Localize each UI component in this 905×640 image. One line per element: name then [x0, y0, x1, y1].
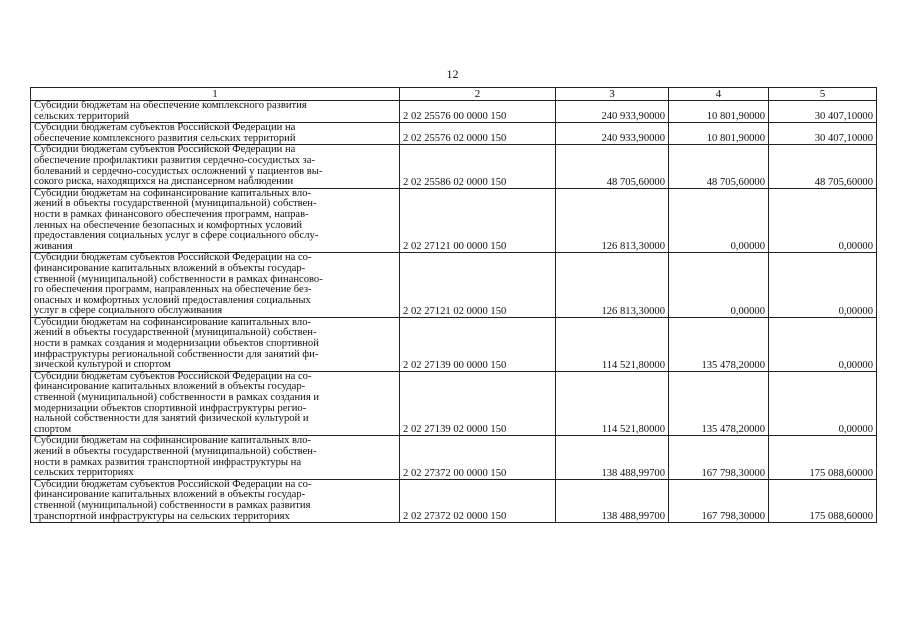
budget-code: 2 02 27372 02 0000 150 — [400, 479, 556, 522]
amount-col5: 48 705,60000 — [769, 145, 877, 188]
amount-col3: 126 813,30000 — [556, 188, 669, 253]
budget-code: 2 02 27372 00 0000 150 — [400, 436, 556, 479]
amount-col3: 138 488,99700 — [556, 479, 669, 522]
table-row — [31, 317, 877, 371]
amount-col5: 0,00000 — [769, 188, 877, 253]
row-description: Субсидии бюджетам на софинансирование капитальных вло- жений в объекты государственной (муниципальной) собствен- ности в рамках развития транспортной инфраструктуры на сельских территориях — [31, 436, 400, 479]
amount-col4: 135 478,20000 — [669, 371, 769, 436]
column-header-1: 1 — [31, 88, 400, 101]
amount-col4: 167 798,30000 — [669, 479, 769, 522]
table-row — [31, 123, 877, 145]
table-row — [31, 253, 877, 318]
amount-col4: 135 478,20000 — [669, 317, 769, 371]
amount-col4: 0,00000 — [669, 253, 769, 318]
column-header-5: 5 — [769, 88, 877, 101]
budget-code: 2 02 27139 00 0000 150 — [400, 317, 556, 371]
budget-code: 2 02 25586 02 0000 150 — [400, 145, 556, 188]
budget-code: 2 02 25576 02 0000 150 — [400, 123, 556, 145]
amount-col3: 240 933,90000 — [556, 101, 669, 123]
amount-col4: 10 801,90000 — [669, 123, 769, 145]
budget-code: 2 02 27121 00 0000 150 — [400, 188, 556, 253]
row-description: Субсидии бюджетам субъектов Российской Федерации на со- финансирование капитальных вложений в объекты государ- ственной (муниципальной) собственности в рамках создания и модернизации объектов спортивной инфраструктуры регио- нальной собственности для занятий физической культурой и спортом — [31, 371, 400, 436]
amount-col5: 175 088,60000 — [769, 479, 877, 522]
amount-col3: 48 705,60000 — [556, 145, 669, 188]
row-description: Субсидии бюджетам на обеспечение комплексного развития сельских территорий — [31, 101, 400, 123]
amount-col4: 10 801,90000 — [669, 101, 769, 123]
amount-col4: 167 798,30000 — [669, 436, 769, 479]
budget-code: 2 02 27121 02 0000 150 — [400, 253, 556, 318]
column-header-4: 4 — [669, 88, 769, 101]
amount-col5: 175 088,60000 — [769, 436, 877, 479]
amount-col5: 30 407,10000 — [769, 101, 877, 123]
amount-col3: 240 933,90000 — [556, 123, 669, 145]
amount-col5: 0,00000 — [769, 253, 877, 318]
amount-col4: 0,00000 — [669, 188, 769, 253]
budget-code: 2 02 27139 02 0000 150 — [400, 371, 556, 436]
amount-col4: 48 705,60000 — [669, 145, 769, 188]
budget-code: 2 02 25576 00 0000 150 — [400, 101, 556, 123]
budget-subsidies-table — [30, 87, 877, 523]
row-description: Субсидии бюджетам субъектов Российской Федерации на со- финансирование капитальных вложений в объекты государ- ственной (муниципальной) собственности в рамках развития транспортной инфраструктуры на сельских территориях — [31, 479, 400, 522]
table-row — [31, 101, 877, 123]
column-header-2: 2 — [400, 88, 556, 101]
row-description: Субсидии бюджетам на софинансирование капитальных вло- жений в объекты государственной (муниципальной) собствен- ности в рамках создания и модернизации объектов спортивной инфраструктуры региональной собственности для занятий фи- зической культурой и спортом — [31, 317, 400, 371]
amount-col3: 138 488,99700 — [556, 436, 669, 479]
column-header-3: 3 — [556, 88, 669, 101]
row-description: Субсидии бюджетам субъектов Российской Федерации на со- финансирование капитальных вложений в объекты государ- ственной (муниципальной) собственности в рамках финансово- го обеспечения программ, направленных на обеспечение без- опасных и комфортных условий предоставления социальных услуг в сфере социального обслуживания — [31, 253, 400, 318]
amount-col5: 0,00000 — [769, 317, 877, 371]
amount-col3: 126 813,30000 — [556, 253, 669, 318]
table-row — [31, 188, 877, 253]
row-description: Субсидии бюджетам на софинансирование капитальных вло- жений в объекты государственной (муниципальной) собствен- ности в рамках финансового обеспечения программ, направ- ленных на обеспечение безопасных и комфортных условий предоставления социальных услуг в сфере социального обслу- живания — [31, 188, 400, 253]
table-row — [31, 479, 877, 522]
table-row — [31, 436, 877, 479]
table-row — [31, 145, 877, 188]
row-description: Субсидии бюджетам субъектов Российской Федерации на обеспечение профилактики развития сердечно-сосудистых за- болеваний и сердечно-сосудистых осложнений у пациентов вы- сокого риска, находящихся на диспансерном наблюдении — [31, 145, 400, 188]
row-description: Субсидии бюджетам субъектов Российской Федерации на обеспечение комплексного развития сельских территорий — [31, 123, 400, 145]
amount-col5: 30 407,10000 — [769, 123, 877, 145]
amount-col3: 114 521,80000 — [556, 317, 669, 371]
table-row — [31, 371, 877, 436]
page-number: 12 — [446, 67, 459, 81]
amount-col5: 0,00000 — [769, 371, 877, 436]
header-row — [31, 88, 877, 101]
amount-col3: 114 521,80000 — [556, 371, 669, 436]
